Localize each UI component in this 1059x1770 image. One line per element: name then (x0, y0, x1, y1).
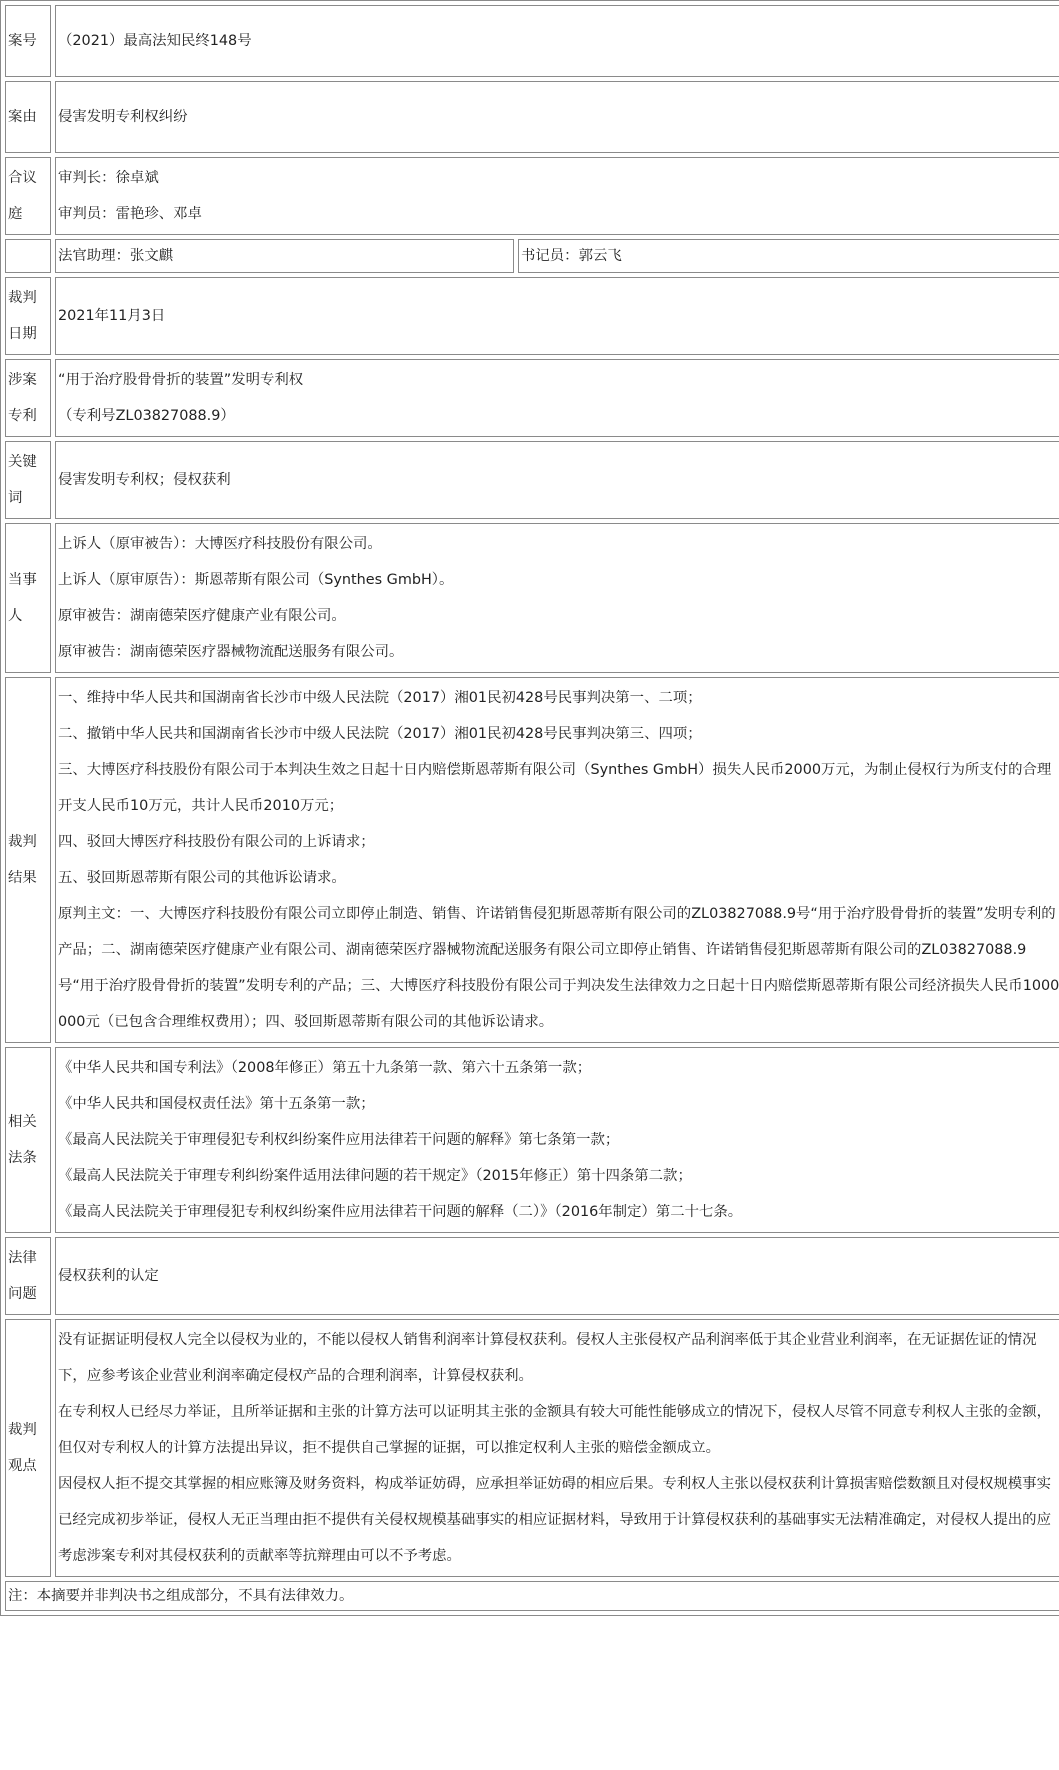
laws-value (55, 1047, 1059, 1233)
parties-value (55, 523, 1059, 673)
result-item-2: 二、撤销中华人民共和国湖南省长沙市中级人民法院（2017）湘01民初428号民事判决第三、四项； (58, 726, 702, 742)
row-date (5, 277, 1059, 355)
result-item-3: 三、大博医疗科技股份有限公司于本判决生效之日起十日内赔偿斯恩蒂斯有限公司（Synthes GmbH）损失人民币2000万元，为制止侵权行为所支付的合理开支人民币10万元，共计人民币2010万元； (58, 762, 1052, 814)
party-appellant-2: 上诉人（原审原告）：斯恩蒂斯有限公司（Synthes GmbH）。 (58, 572, 454, 588)
opinion-3: 因侵权人拒不提交其掌握的相应账簿及财务资料，构成举证妨碍，应承担举证妨碍的相应后果。专利权人主张以侵权获利计算损害赔偿数额且对侵权规模事实已经完成初步举证，侵权人无正当理由拒不提供有关侵权规模基础事实的相应证据材料，导致用于计算侵权获利的基础事实无法精准确定，对侵权人提出的应考虑涉案专利对其侵权获利的贡献率等抗辩理由可以不予考虑。 (58, 1476, 1051, 1564)
judge-assistant: 法官助理：张文麒 (55, 239, 514, 273)
law-4: 《最高人民法院关于审理专利纠纷案件适用法律问题的若干规定》（2015年修正）第十四条第二款； (58, 1168, 692, 1184)
result-item-1: 一、维持中华人民共和国湖南省长沙市中级人民法院（2017）湘01民初428号民事判决第一、二项； (58, 690, 702, 706)
laws-label: 相关法条 (5, 1047, 51, 1233)
original-judgment: 原判主文：一、大博医疗科技股份有限公司立即停止制造、销售、许诺销售侵犯斯恩蒂斯有限公司的ZL03827088.9号“用于治疗股骨骨折的装置”发明专利的产品；二、湖南德荣医疗健康产业有限公司、湖南德荣医疗器械物流配送服务有限公司立即停止销售、许诺销售侵犯斯恩蒂斯有限公司的ZL03827088.9号“用于治疗股骨骨折的装置”发明专利的产品；三、大博医疗科技股份有限公司于判决发生法律效力之日起十日内赔偿斯恩蒂斯有限公司经济损失人民币1000000元（已包含合理维权费用）；四、驳回斯恩蒂斯有限公司的其他诉讼请求。 (58, 906, 1059, 1030)
party-defendant-1: 原审被告：湖南德荣医疗健康产业有限公司。 (58, 608, 346, 624)
case-number-label: 案号 (5, 5, 51, 77)
result-item-4: 四、驳回大博医疗科技股份有限公司的上诉请求； (58, 834, 375, 850)
party-defendant-2: 原审被告：湖南德荣医疗器械物流配送服务有限公司。 (58, 644, 404, 660)
keywords-label: 关键词 (5, 441, 51, 519)
result-value (55, 677, 1059, 1043)
assistant-row-label (5, 239, 51, 273)
panel-value (55, 157, 1059, 235)
judges: 审判员：雷艳珍、邓卓 (58, 206, 202, 222)
patent-value (55, 359, 1059, 437)
opinion-2: 在专利权人已经尽力举证，且所举证据和主张的计算方法可以证明其主张的金额具有较大可能性能够成立的情况下，侵权人尽管不同意专利权人主张的金额，但仅对专利权人的计算方法提出异议，拒不提供自己掌握的证据，可以推定权利人主张的赔偿金额成立。 (58, 1404, 1051, 1456)
row-case-number (5, 5, 1059, 77)
party-appellant-1: 上诉人（原审被告）：大博医疗科技股份有限公司。 (58, 536, 382, 552)
patent-number: （专利号ZL03827088.9） (58, 408, 235, 424)
row-panel (5, 157, 1059, 235)
row-issue (5, 1237, 1059, 1315)
keywords-value: 侵害发明专利权；侵权获利 (55, 441, 1059, 519)
law-3: 《最高人民法院关于审理侵犯专利权纠纷案件应用法律若干问题的解释》第七条第一款； (58, 1132, 620, 1148)
result-item-5: 五、驳回斯恩蒂斯有限公司的其他诉讼请求。 (58, 870, 346, 886)
disclaimer-note: 注：本摘要并非判决书之组成部分，不具有法律效力。 (5, 1581, 1059, 1611)
panel-label: 合议庭 (5, 157, 51, 235)
law-5: 《最高人民法院关于审理侵犯专利权纠纷案件应用法律若干问题的解释（二）》（2016年制定）第二十七条。 (58, 1204, 743, 1220)
parties-label: 当事人 (5, 523, 51, 673)
patent-title: “用于治疗股骨骨折的装置”发明专利权 (58, 372, 304, 388)
row-keywords (5, 441, 1059, 519)
case-number-value: （2021）最高法知民终148号 (55, 5, 1059, 77)
cause-value: 侵害发明专利权纠纷 (55, 81, 1059, 153)
row-note (5, 1581, 1059, 1611)
law-1: 《中华人民共和国专利法》（2008年修正）第五十九条第一款、第六十五条第一款； (58, 1060, 592, 1076)
clerk: 书记员：郭云飞 (518, 239, 1059, 273)
patent-label: 涉案专利 (5, 359, 51, 437)
opinion-value (55, 1319, 1059, 1577)
date-value: 2021年11月3日 (55, 277, 1059, 355)
row-parties (5, 523, 1059, 673)
issue-label: 法律问题 (5, 1237, 51, 1315)
law-2: 《中华人民共和国侵权责任法》第十五条第一款； (58, 1096, 375, 1112)
presiding-judge: 审判长：徐卓斌 (58, 170, 159, 186)
row-opinion (5, 1319, 1059, 1577)
row-patent (5, 359, 1059, 437)
row-cause (5, 81, 1059, 153)
opinion-1: 没有证据证明侵权人完全以侵权为业的，不能以侵权人销售利润率计算侵权获利。侵权人主张侵权产品利润率低于其企业营业利润率，在无证据佐证的情况下，应参考该企业营业利润率确定侵权产品的合理利润率，计算侵权获利。 (58, 1332, 1037, 1384)
cause-label: 案由 (5, 81, 51, 153)
result-label: 裁判结果 (5, 677, 51, 1043)
opinion-label: 裁判观点 (5, 1319, 51, 1577)
date-label: 裁判日期 (5, 277, 51, 355)
issue-value: 侵权获利的认定 (55, 1237, 1059, 1315)
row-result (5, 677, 1059, 1043)
row-assistant (5, 239, 1059, 273)
row-laws (5, 1047, 1059, 1233)
